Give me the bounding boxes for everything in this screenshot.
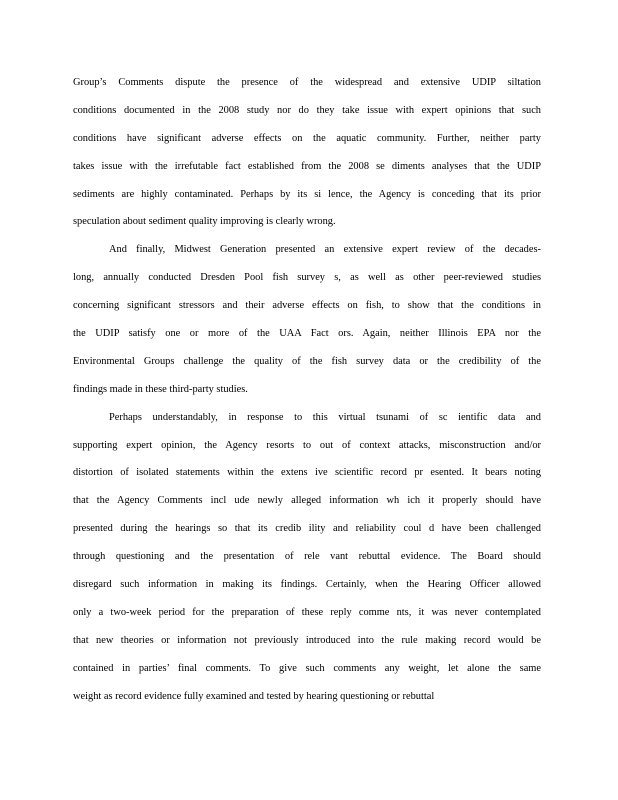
text-line: the UDIP satisfy one or more of the UAA Fact ors. Again, neither Illinois EPA nor the [73, 328, 541, 340]
text-line: distortion of isolated statements within the extens ive scientific record pr esented. It bears noting [73, 467, 541, 479]
text-line: only a two-week period for the preparation of these reply comme nts, it was never contemplated [73, 606, 541, 618]
text-line: that new theories or information not previously introduced into the rule making record would be [73, 634, 541, 646]
text-line: conditions have significant adverse effects on the aquatic community. Further, neither party [73, 132, 541, 144]
text-line: takes issue with the irrefutable fact established from the 2008 se diments analyses that the UDIP [73, 160, 541, 172]
text-line: Environmental Groups challenge the quality of the fish survey data or the credibility of the [73, 355, 541, 367]
text-line: conditions documented in the 2008 study nor do they take issue with expert opinions that such [73, 104, 541, 116]
text-line: concerning significant stressors and their adverse effects on fish, to show that the conditions in [73, 300, 541, 312]
text-line: Perhaps understandably, in response to this virtual tsunami of sc ientific data and [109, 411, 541, 423]
paragraph [73, 404, 541, 711]
text-line: speculation about sediment quality improving is clearly wrong. [73, 216, 336, 228]
text-line: sediments are highly contaminated. Perhaps by its si lence, the Agency is conceding that its prior [73, 188, 541, 200]
text-line: supporting expert opinion, the Agency resorts to out of context attacks, misconstruction and/or [73, 439, 541, 451]
text-line: And finally, Midwest Generation presented an extensive expert review of the decades- [109, 244, 541, 256]
body-text [73, 69, 541, 710]
text-line: weight as record evidence fully examined and tested by hearing questioning or rebuttal [73, 690, 435, 702]
text-line: findings made in these third-party studies. [73, 383, 248, 395]
text-line: long, annually conducted Dresden Pool fish survey s, as well as other peer-reviewed studies [73, 272, 541, 284]
text-line: Group’s Comments dispute the presence of the widespread and extensive UDIP siltation [73, 77, 541, 88]
text-line: that the Agency Comments incl ude newly alleged information wh ich it properly should have [73, 495, 541, 507]
text-line: disregard such information in making its findings. Certainly, when the Hearing Officer allowed [73, 579, 541, 591]
text-line: presented during the hearings so that its credib ility and reliability coul d have been challenged [73, 523, 541, 535]
text-line: through questioning and the presentation of rele vant rebuttal evidence. The Board should [73, 551, 541, 563]
paragraph [73, 236, 541, 403]
paragraph [73, 69, 541, 236]
text-line: contained in parties’ final comments. To give such comments any weight, let alone the same [73, 662, 541, 674]
